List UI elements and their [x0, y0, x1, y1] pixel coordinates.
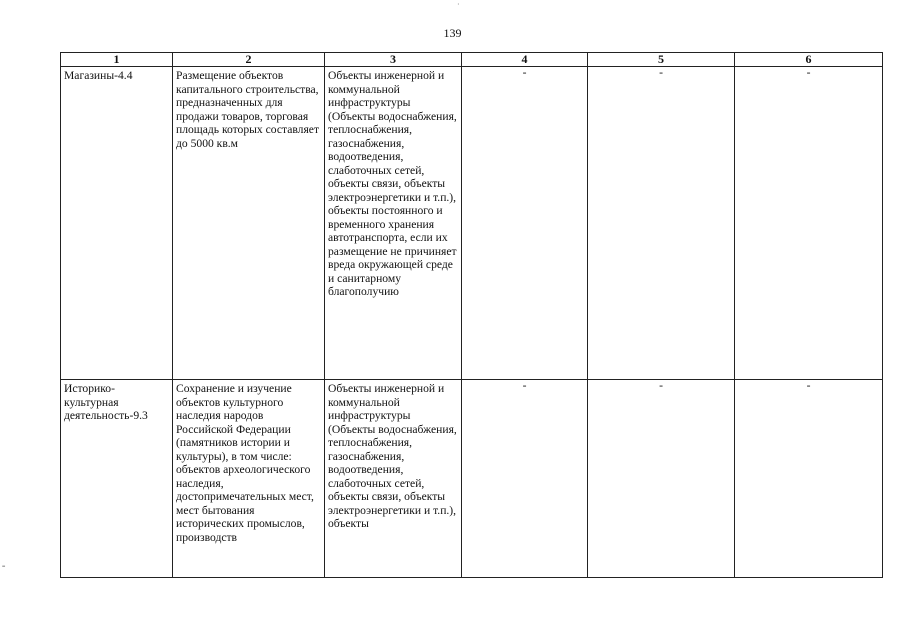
table-header-row: [61, 53, 883, 67]
header-dot: ·: [457, 0, 460, 9]
auxiliary-uses: Объекты инженерной и коммунальной инфраструктуры (Объекты водоснабжения, теплоснабжения, газоснабжения, водоотведения, слаботочных сетей, объекты связи, объекты электроэнергетики и т.п.), объекты постоянного и временного хранения автотранспорта, если их размещение не причиняет вреда окружающей среде и санитарному благополучию: [325, 67, 462, 380]
margin-marks: ≡: [2, 564, 6, 570]
column-4-value: -: [462, 380, 588, 578]
table-row: [61, 67, 883, 380]
permitted-use-name: Магазины-4.4: [61, 67, 173, 380]
column-6-value: -: [735, 380, 883, 578]
column-6-value: -: [735, 67, 883, 380]
column-header-3: 3: [325, 53, 462, 67]
column-5-value: -: [588, 380, 735, 578]
permitted-use-description: Размещение объектов капитального строительства, предназначенных для продажи товаров, торговая площадь которых составляет до 5000 кв.м: [173, 67, 325, 380]
column-header-1: 1: [61, 53, 173, 67]
page-number: 139: [443, 26, 462, 40]
column-header-2: 2: [173, 53, 325, 67]
column-header-4: 4: [462, 53, 588, 67]
permitted-use-description: Сохранение и изучение объектов культурного наследия народов Российской Федерации (памятников истории и культуры), в том числе: объектов археологического наследия, достопримечательных мест, мест бытования исторических промыслов, производств: [173, 380, 325, 578]
table-row: [61, 380, 883, 578]
zoning-table: [60, 52, 883, 578]
permitted-use-name: Историко-культурная деятельность-9.3: [61, 380, 173, 578]
column-header-6: 6: [735, 53, 883, 67]
auxiliary-uses: Объекты инженерной и коммунальной инфраструктуры (Объекты водоснабжения, теплоснабжения, газоснабжения, водоотведения, слаботочных сетей, объекты связи, объекты электроэнергетики и т.п.), объекты: [325, 380, 462, 578]
column-header-5: 5: [588, 53, 735, 67]
column-4-value: -: [462, 67, 588, 380]
column-5-value: -: [588, 67, 735, 380]
